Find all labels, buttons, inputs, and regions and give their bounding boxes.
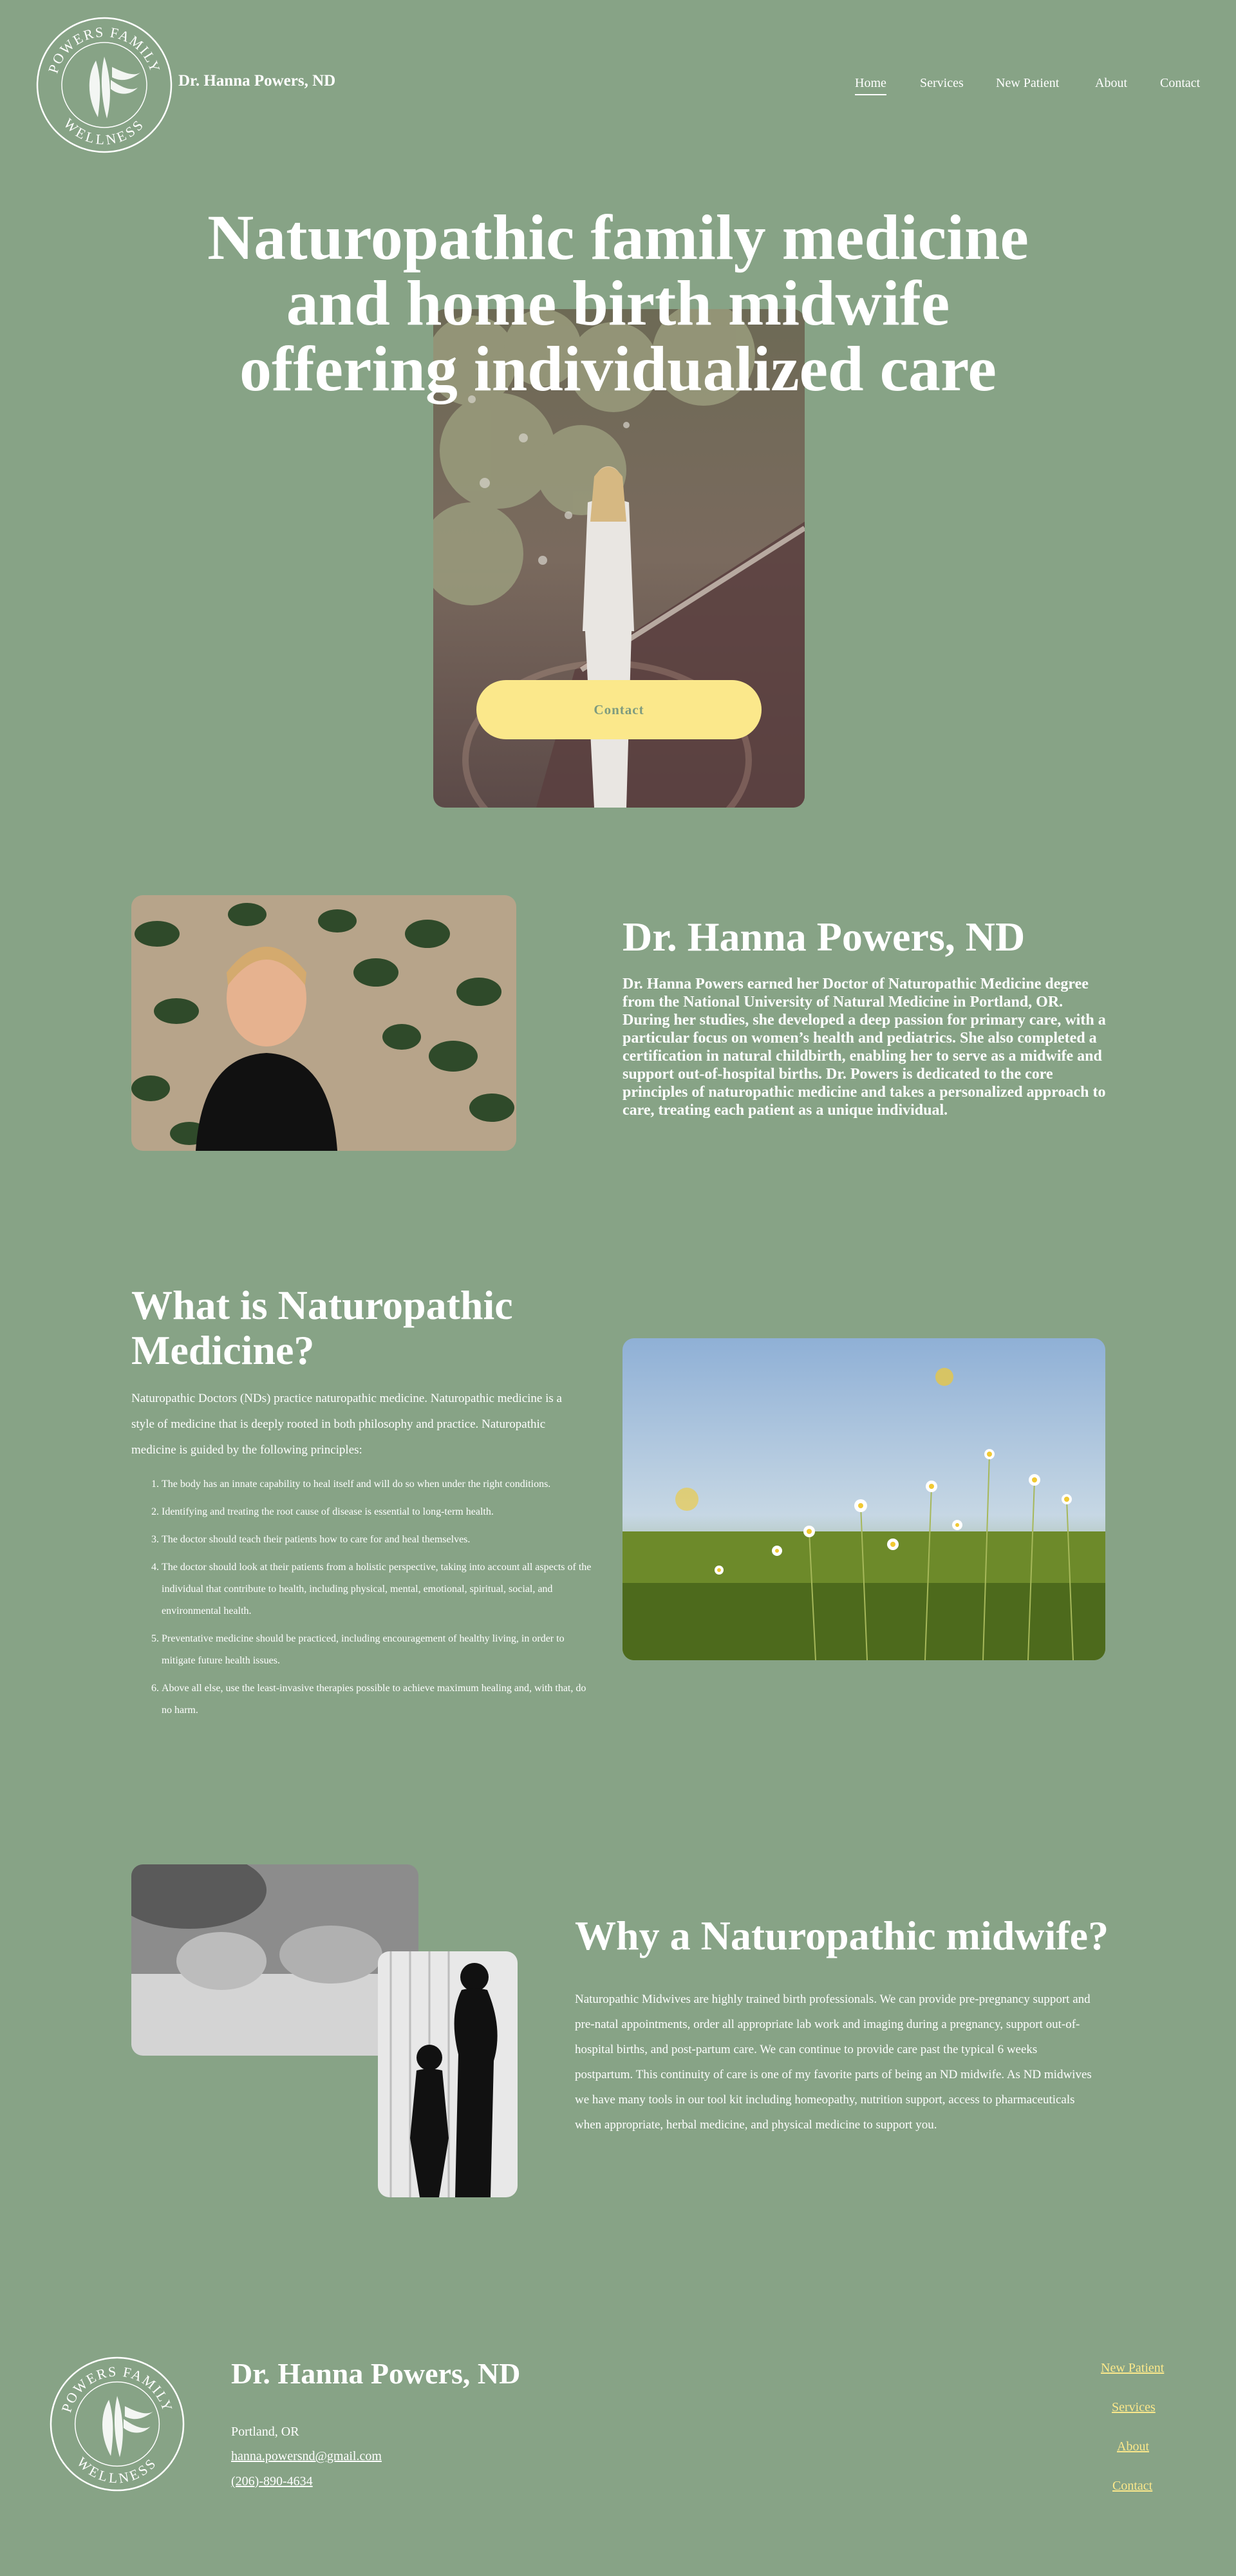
nav-about[interactable]: About xyxy=(1095,76,1127,90)
footer-link-contact[interactable]: Contact xyxy=(1112,2479,1153,2493)
hero-title-line-2: and home birth midwife xyxy=(286,267,950,339)
principle-item: 5. Preventative medicine should be practiced, including encouragement of healthy living, in order to mitigate future health issues. xyxy=(162,1628,594,1672)
site-name[interactable]: Dr. Hanna Powers, ND xyxy=(178,72,336,90)
footer-link-services[interactable]: Services xyxy=(1112,2400,1156,2414)
dr-powers-portrait xyxy=(131,895,516,1151)
principle-item: 1. The body has an innate capability to heal itself and will do so when under the right conditions. xyxy=(162,1473,594,1495)
naturopathic-intro: Naturopathic Doctors (NDs) practice naturopathic medicine. Naturopathic medicine is a style of medicine that is deeply rooted in both philosophy and practice. Naturopathic medicine is guided by the following principles: xyxy=(131,1392,562,1457)
baby-feet-photo xyxy=(131,1864,418,2056)
footer-logo[interactable] xyxy=(48,2355,186,2493)
footer-email-link[interactable]: hanna.powersnd@gmail.com xyxy=(231,2449,382,2463)
about-body: Dr. Hanna Powers earned her Doctor of Naturopathic Medicine degree from the National University of Natural Medicine in Portland, OR. During her studies, she developed a deep passion for primary care, with a particular focus on women’s health and pediatrics. She also completed a certification in natural childbirth, enabling her to serve as a midwife and support out-of-hospital births. Dr. Powers is dedicated to the core principles of naturopathic medicine and takes a personalized approach to care, treating each patient as a unique individual. xyxy=(623,976,1106,1119)
hero-title-line-3: offering individualized care xyxy=(239,333,997,404)
chamomile-field-photo xyxy=(623,1338,1105,1660)
principle-item: 2. Identifying and treating the root cause of disease is essential to long-term health. xyxy=(162,1501,594,1523)
powers-family-wellness-logo[interactable] xyxy=(35,15,174,155)
principle-item: 4. The doctor should look at their patients from a holistic perspective, taking into account all aspects of the individual that contribute to health, including physical, mental, emotional, spiritual, social, and environmental health. xyxy=(162,1557,594,1622)
footer-phone-link[interactable]: (206)-890-4634 xyxy=(231,2474,313,2488)
pregnant-mother-silhouette-photo xyxy=(378,1951,518,2197)
contact-button[interactable]: Contact xyxy=(476,680,762,739)
svg-text:WELLNESS: WELLNESS xyxy=(61,115,148,148)
nav-new-patient[interactable]: New Patient xyxy=(996,76,1060,90)
nav-contact[interactable]: Contact xyxy=(1160,76,1201,90)
svg-text:POWERS FAMILY: POWERS FAMILY xyxy=(59,2363,176,2414)
midwife-body: Naturopathic Midwives are highly trained birth professionals. We can provide pre-pregnancy support and pre-natal appointments, order all appropriate lab work and imaging during a pregnancy, support out-of-hospital births, and post-partum care. We can continue to provide care past the typical 6 weeks postpartum. This continuity of care is one of my favorite parts of being an ND midwife. As ND midwives we have many tools in our tool kit including homeopathy, nutrition support, access to pharmaceuticals when appropriate, herbal medicine, and physical medicine to support you. xyxy=(575,1993,1092,2132)
midwife-title: Why a Naturopathic midwife? xyxy=(575,1913,1109,1958)
footer-link-about[interactable]: About xyxy=(1117,2439,1149,2454)
about-title: Dr. Hanna Powers, ND xyxy=(623,914,1025,960)
principle-item: 6. Above all else, use the least-invasive therapies possible to achieve maximum healing and, with that, do no harm. xyxy=(162,1678,594,1721)
principles-list xyxy=(131,1473,594,1727)
nav-services[interactable]: Services xyxy=(920,76,964,90)
footer-link-new-patient[interactable]: New Patient xyxy=(1101,2361,1165,2375)
svg-text:POWERS FAMILY: POWERS FAMILY xyxy=(44,23,164,75)
footer-city: Portland, OR xyxy=(231,2425,299,2439)
footer-name: Dr. Hanna Powers, ND xyxy=(231,2357,521,2390)
svg-text:WELLNESS: WELLNESS xyxy=(73,2454,160,2486)
naturopathic-title: What is Naturopathic Medicine? xyxy=(131,1282,513,1373)
nav-home[interactable]: Home xyxy=(855,76,886,95)
hero-title xyxy=(129,202,1107,404)
hero-title-line-1: Naturopathic family medicine xyxy=(207,202,1029,273)
principle-item: 3. The doctor should teach their patients how to care for and heal themselves. xyxy=(162,1529,594,1551)
